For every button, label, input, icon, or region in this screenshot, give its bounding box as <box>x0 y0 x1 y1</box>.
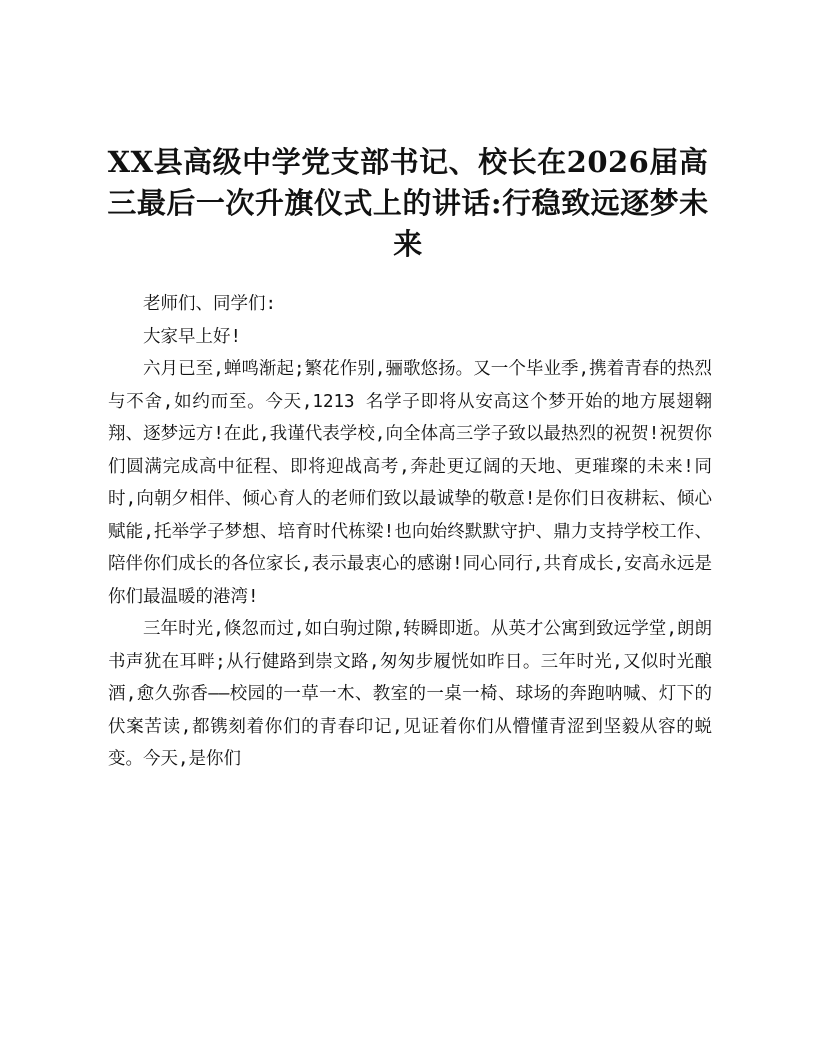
paragraph-salutation: 老师们、同学们: <box>143 294 277 314</box>
paragraph-greeting: 大家早上好! <box>143 326 242 347</box>
paragraph-body-2: 三年时光,倏忽而过,如白驹过隙,转瞬即逝。从英才公寓到致远学堂,朗朗书声犹在耳畔;从行健路到崇文路,匆匆步履恍如昨日。三年时光,又似时光酿酒,愈久弥香——校园的一草一木、教室的一桌一椅、球场的奔跑呐喊、灯下的伏案苦读,都镌刻着你们的青春印记,见证着你们从懵懂青涩到坚毅从容的蜕变。今天,是你们 <box>108 619 712 769</box>
paragraph-body-1: 六月已至,蝉鸣渐起;繁花作别,骊歌悠扬。又一个毕业季,携着青春的热烈与不舍,如约而至。今天,1213 名学子即将从安高这个梦开始的地方展翅翱翔、逐梦远方!在此,我谨代表学校,向全体高三学子致以最热烈的祝贺!祝贺你们圆满完成高中征程、即将迎战高考,奔赴更辽阔的天地、更璀璨的未来!同时,向朝夕相伴、倾心育人的老师们致以最诚挚的敬意!是你们日夜耕耘、倾心赋能,托举学子梦想、培育时代栋梁!也向始终默默守护、鼎力支持学校工作、陪伴你们成长的各位家长,表示最衷心的感谢!同心同行,共育成长,安高永远是你们最温暖的港湾! <box>108 359 712 607</box>
document-title: XX县高级中学党支部书记、校长在2026届高三最后一次升旗仪式上的讲话:行稳致远逐梦未来 <box>107 145 709 261</box>
document-body <box>108 288 712 776</box>
